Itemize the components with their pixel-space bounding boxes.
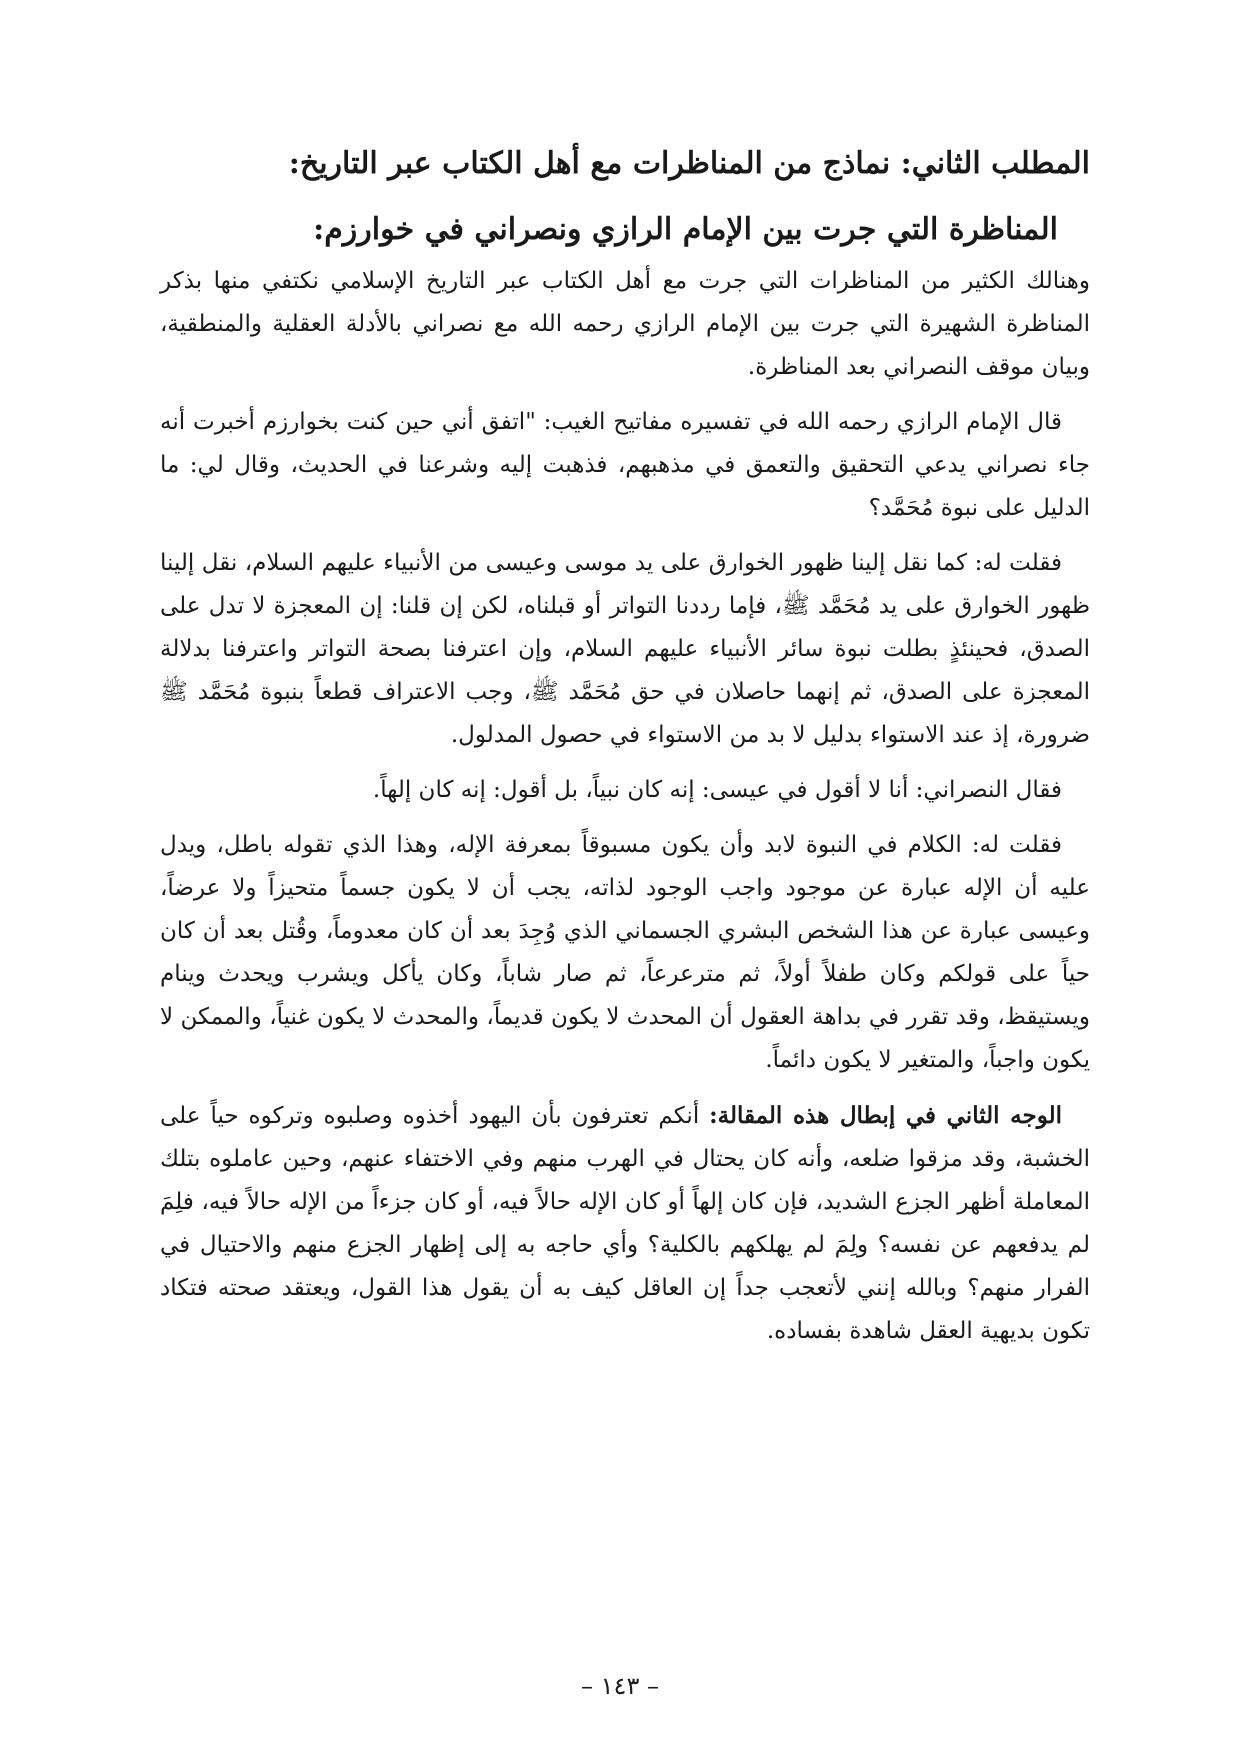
paragraph-lead-bold: الوجه الثاني في إبطال هذه المقالة:: [709, 1102, 1062, 1129]
paragraph-intro: وهنالك الكثير من المناظرات التي جرت مع أهل الكتاب عبر التاريخ الإسلامي نكتفي منها بذكر المناظرة الشهيرة التي جرت بين الإمام الرازي رحمه الله مع نصراني بالأدلة العقلية والمنطقية، وبيان موقف النصراني بعد المناظرة.: [160, 268, 1090, 380]
paragraph-first-reply: فقلت له: كما نقل إلينا ظهور الخوارق على يد موسى وعيسى من الأنبياء عليهم السلام، نقل إلينا ظهور الخوارق على يد مُحَمَّد ﷺ، فإما رددنا التواتر أو قبلناه، لكن إن قلنا: إن المعجزة لا تدل على الصدق، فحينئذٍ بطلت نبوة سائر الأنبياء عليهم السلام، وإن اعترفنا بصحة التواتر واعترفنا بدلالة المعجزة على الصدق، ثم إنهما حاصلان في حق مُحَمَّد ﷺ، وجب الاعتراف قطعاً بنبوة مُحَمَّد ﷺ ضرورة، إذ عند الاستواء بدليل لا بد من الاستواء في حصول المدلول.: [160, 550, 1090, 748]
section-heading: المطلب الثاني: نماذج من المناظرات مع أهل الكتاب عبر التاريخ:: [288, 146, 1090, 181]
page-body: [160, 140, 1090, 1365]
paragraph-second-argument: [160, 1094, 1090, 1353]
paragraph-second-argument-body: أنكم تعترفون بأن اليهود أخذوه وصلبوه وتركوه حياً على الخشبة، وقد مزقوا ضلعه، وأنه كان يحتال في الهرب منهم وفي الاختفاء عنهم، وحين عاملوه بتلك المعاملة أظهر الجزع الشديد، فإن كان إلهاً أو كان الإله حالاً فيه، أو كان جزءاً من الإله حالاً فيه، فلِمَ لم يدفعهم عن نفسه؟ ولِمَ لم يهلكهم بالكلية؟ وأي حاجه به إلى إظهار الجزع منهم والاحتيال في الفرار منهم؟ وبالله إنني لأتعجب جداً إن العاقل كيف به أن يقول هذا القول، ويعتقد صحته فتكاد تكون بديهية العقل شاهدة بفساده.: [160, 1103, 1090, 1344]
paragraph-christian-reply: فقال النصراني: أنا لا أقول في عيسى: إنه كان نبياً، بل أقول: إنه كان إلهاً.: [372, 777, 1062, 803]
paragraph-razi-quote: قال الإمام الرازي رحمه الله في تفسيره مفاتيح الغيب: "اتفق أني حين كنت بخوارزم أخبرت أنه جاء نصراني يدعي التحقيق والتعمق في مذهبهم، فذهبت إليه وشرعنا في الحديث، وقال لي: ما الدليل على نبوة مُحَمَّد؟: [160, 409, 1090, 521]
page-number: – ١٤٣ –: [581, 1672, 659, 1700]
paragraph-second-reply: فقلت له: الكلام في النبوة لابد وأن يكون مسبوقاً بمعرفة الإله، وهذا الذي تقوله باطل، ويدل عليه أن الإله عبارة عن موجود واجب الوجود لذاته، يجب أن لا يكون جسماً متحيزاً ولا عرضاً، وعيسى عبارة عن هذا الشخص البشري الجسماني الذي وُجِدَ بعد أن كان معدوماً، وقُتل بعد أن كان حياً على قولكم وكان طفلاً أولاً، ثم مترعرعاً، ثم صار شاباً، وكان يأكل ويشرب ويحدث وينام ويستيقظ، وقد تقرر في بداهة العقول أن المحدث لا يكون قديماً، والمحدث لا يكون غنياً، والممكن لا يكون واجباً، والمتغير لا يكون دائماً.: [160, 832, 1090, 1073]
subsection-heading: المناظرة التي جرت بين الإمام الرازي ونصراني في خوارزم:: [313, 212, 1058, 247]
